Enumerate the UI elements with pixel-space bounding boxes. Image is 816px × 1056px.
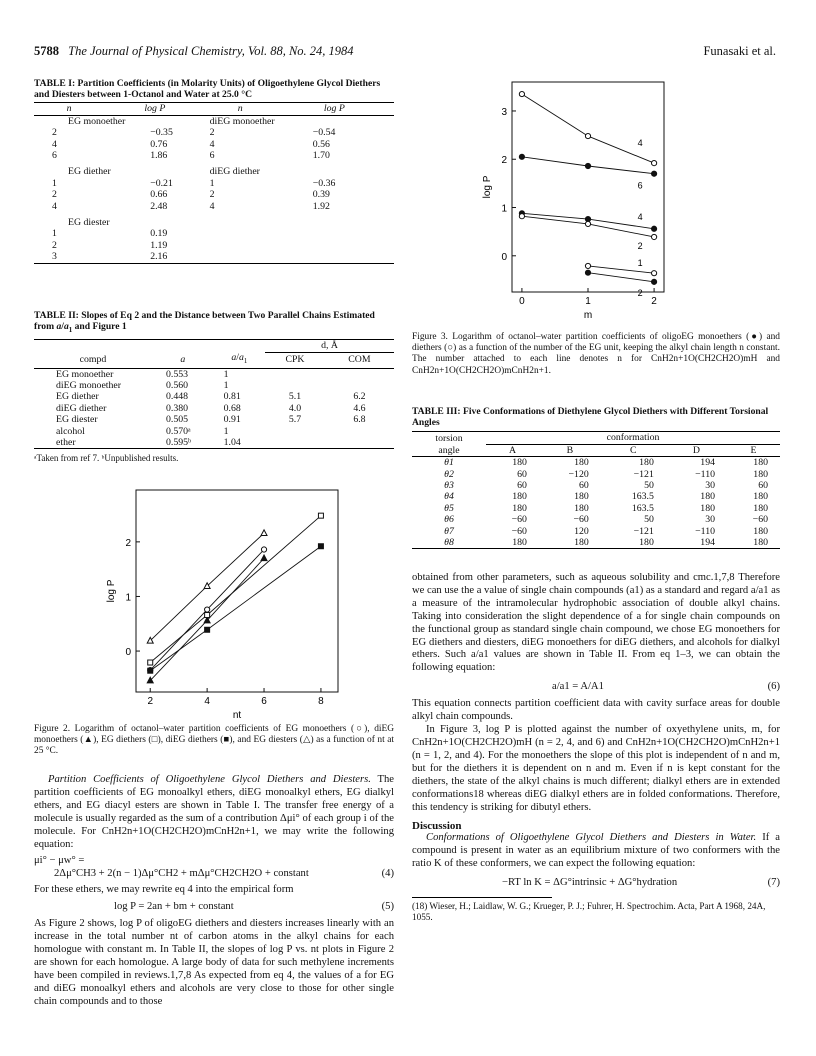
table2-block <box>34 310 394 464</box>
table2-head-cpk: CPK <box>285 354 305 366</box>
table1-group-title: EG diether <box>68 166 111 178</box>
table2-cell: 0.81 <box>223 391 241 403</box>
table1-head-logp: log P <box>144 103 166 115</box>
table2-cell: 0.91 <box>223 414 241 426</box>
table1-cell-logp: −0.54 <box>312 127 336 139</box>
table-row <box>34 380 394 391</box>
equation-6-number: (6) <box>767 681 780 693</box>
table1-group-title <box>206 212 394 228</box>
series-label: 4 <box>637 211 643 222</box>
table3-cell: −110 <box>695 525 715 537</box>
data-point <box>651 171 656 176</box>
table1-cell-n: 2 <box>52 239 57 251</box>
right-paragraph-3: In Figure 3, log P is plotted against the number of oxyethylene units, m, for CnH2n+1O(CH2CH2O)mH (n = 2, 4, and 6) and CnH2n+1O(CH2CH2O)mCnH2n+1 (n = 1, 2, and 4). For the monoethers the slope of this plot is independent of n and m, but for the diethers it is dependent on n and m. Even if n is kept constant for the diethers, the state of the alkyl chains is much different; dialkyl ethers are in extended conformations18 whereas diEG dialkyl ethers are in folded conformations. Therefore, this tendency is striking for dibutyl ethers. <box>412 724 780 813</box>
table2-cell <box>265 368 325 380</box>
table3-cell: 180 <box>574 457 589 469</box>
table3-cell: 163.5 <box>631 502 654 514</box>
table1-block <box>34 78 394 264</box>
x-tick-label: 4 <box>204 696 210 707</box>
table3-cell: θ8 <box>444 537 454 549</box>
table1-group-title: EG diester <box>68 217 110 229</box>
equation-4-line2: 2Δμ°CH3 + 2(n − 1)Δμ°CH2 + mΔμ°CH2CH2O + constant <box>54 868 309 880</box>
table-row <box>412 526 780 537</box>
table-row <box>412 480 780 491</box>
table2-cell: 1 <box>223 379 229 391</box>
table3-cell: 60 <box>517 468 527 480</box>
data-point <box>651 279 656 284</box>
table1-group-title-row <box>34 161 394 177</box>
table2-cell: 5.1 <box>288 391 302 403</box>
table3-cell: −60 <box>752 514 768 526</box>
table1-head-logp2: log P <box>323 103 345 115</box>
table2-cell: 6.2 <box>353 391 366 403</box>
table3-group-header: conformation <box>486 432 780 444</box>
table3-block <box>412 406 780 549</box>
x-axis-label: nt <box>232 710 242 720</box>
table3-cell: 180 <box>512 491 527 503</box>
table3-cell: 180 <box>753 468 768 480</box>
table3-cell: θ6 <box>444 514 454 526</box>
table1-cell-n: 6 <box>209 150 215 162</box>
table2-cell: 0.448 <box>166 391 189 403</box>
table2-cell: 1.04 <box>223 437 241 449</box>
right-paragraph-2: This equation connects partition coefficient data with cavity surface areas for double alkyl chain compounds. <box>412 698 780 723</box>
data-point <box>148 660 153 665</box>
table3-cell: 180 <box>753 457 768 469</box>
table3-cell: 194 <box>700 457 715 469</box>
table-row <box>412 491 780 502</box>
table2-cell <box>265 426 325 437</box>
table1-cell-logp: 1.86 <box>150 150 168 162</box>
table1-cell-logp: −0.21 <box>150 177 173 189</box>
table-row <box>34 414 394 425</box>
table3-cell: 30 <box>705 514 715 526</box>
table1-cell-n: 3 <box>52 251 57 263</box>
table3-cell: 180 <box>639 457 654 469</box>
table1-cell-logp: −0.35 <box>150 127 173 139</box>
table2-footnote: ᵃTaken from ref 7. ᵇUnpublished results. <box>34 453 179 464</box>
equation-4-line1: μi° − μw° = <box>34 855 85 867</box>
data-point <box>148 668 153 673</box>
figure2-plot <box>96 482 346 720</box>
table3-cell: 180 <box>574 502 589 514</box>
equation-7-number: (7) <box>767 877 780 889</box>
data-point <box>261 555 267 561</box>
table1-cell-logp: 0.19 <box>150 228 168 240</box>
data-point <box>205 607 210 612</box>
series-line <box>588 273 654 282</box>
table-row <box>34 201 394 212</box>
table3-cell: θ3 <box>444 480 454 492</box>
table3-head-a: A <box>508 444 517 456</box>
y-tick-label: 3 <box>501 106 507 118</box>
section-heading-discussion: Discussion <box>412 820 462 833</box>
table3-head-c: C <box>630 444 637 456</box>
table-row <box>34 368 394 380</box>
table1-cell-n: 1 <box>52 177 57 189</box>
figure3-plot <box>472 78 672 326</box>
table-row <box>412 457 780 469</box>
data-point <box>651 234 656 239</box>
header-left <box>34 44 354 59</box>
y-axis-label: log P <box>482 175 493 199</box>
series-label: 2 <box>637 287 643 298</box>
table-row <box>412 537 780 549</box>
table-row <box>34 228 394 239</box>
table3-head-b: B <box>566 444 574 456</box>
y-tick-label: 2 <box>501 155 507 167</box>
table-row <box>34 251 394 263</box>
table2-cell: 1 <box>223 425 229 437</box>
x-tick-label: 2 <box>651 296 657 307</box>
table1-cell-n: 4 <box>209 138 215 150</box>
table2-cell: 4.0 <box>288 402 302 414</box>
table1-group-title: diEG monoether <box>209 115 275 127</box>
table3-cell: 180 <box>639 537 654 549</box>
table3 <box>412 431 780 549</box>
table2-caption: TABLE II: Slopes of Eq 2 and the Distance between Two Parallel Chains Estimated from $a/a_1$ and Figure 1 <box>34 310 375 335</box>
plot-frame <box>136 490 338 692</box>
data-point <box>261 530 267 536</box>
table1-cell-logp: 1.70 <box>312 150 330 162</box>
equation-5 <box>34 900 394 913</box>
x-tick-label: 2 <box>147 696 154 707</box>
table3-cell: 50 <box>644 480 654 492</box>
figure2-caption: Figure 2. Logarithm of octanol–water partition coefficients of EG monoethers (○), diEG monoethers (▲), EG diethers (□), diEG diethers (■), and EG diesters (△) as a function of nt at 25 °C. <box>34 724 394 757</box>
journal-name: The Journal of Physical Chemistry, Vol. 88, No. 24, 1984 <box>68 44 354 58</box>
table1-cell-logp: 2.16 <box>150 251 168 263</box>
data-point <box>205 613 210 618</box>
equation-5-number: (5) <box>381 901 394 913</box>
table1-cell-n: 6 <box>52 150 57 162</box>
table1-cell-logp: 0.56 <box>312 138 330 150</box>
table1-cell-logp: 1.19 <box>150 239 168 251</box>
x-tick-label: 0 <box>519 296 525 307</box>
table1-body <box>34 115 394 263</box>
table2-cell: EG diether <box>56 391 99 403</box>
series-label: 1 <box>637 258 643 269</box>
table2-cell <box>325 426 394 437</box>
page-header <box>34 44 776 62</box>
data-point <box>519 214 524 219</box>
table1-cell-n: 4 <box>52 138 57 150</box>
table3-cell: −121 <box>633 468 654 480</box>
table2-cell <box>265 380 325 391</box>
table-row <box>412 469 780 480</box>
table1-cell-n <box>206 228 275 239</box>
table3-cell: 180 <box>574 491 589 503</box>
table1-cell-n: 4 <box>209 200 215 212</box>
table2-head-compd: compd <box>79 354 107 366</box>
x-tick-label: 1 <box>585 296 591 307</box>
table2-cell <box>265 437 325 449</box>
table3-cell: 180 <box>512 457 527 469</box>
table1-cell-n: 2 <box>52 189 57 201</box>
equation-4 <box>34 867 394 880</box>
header-authors: Funasaki et al. <box>703 44 776 58</box>
table2-cell: alcohol <box>56 425 85 437</box>
table3-cell: −120 <box>568 468 589 480</box>
table-row <box>412 514 780 525</box>
table2-cell: ether <box>56 437 76 449</box>
equation-6 <box>412 680 780 693</box>
table2-cell: 5.7 <box>288 414 302 426</box>
series-label: 4 <box>637 138 643 149</box>
table-row <box>34 150 394 161</box>
table1-cell-logp: 0.39 <box>312 189 330 201</box>
data-point <box>585 163 590 168</box>
table1-group-title-row <box>34 115 394 127</box>
table3-cell: 194 <box>700 537 715 549</box>
table1-cell-n: 2 <box>209 127 215 139</box>
equation-6-text: a/a1 = A/A1 <box>552 681 604 693</box>
table1-cell-n: 4 <box>52 200 57 212</box>
equation-7 <box>412 876 780 889</box>
table3-caption: TABLE III: Five Conformations of Diethylene Glycol Diethers with Different Torsional Angles <box>412 406 769 429</box>
table3-cell: θ1 <box>444 457 454 469</box>
table3-stub1: torsion <box>435 432 463 444</box>
table2-cell <box>325 380 394 391</box>
data-point <box>585 133 590 138</box>
table1-caption: TABLE I: Partition Coefficients (in Molarity Units) of Oligoethylene Glycol Diethers and Diesters between 1-Octanol and Water at 25.0 °C <box>34 78 381 101</box>
table1-group-title: EG monoether <box>68 115 126 127</box>
table-row <box>412 503 780 514</box>
table3-cell: θ2 <box>444 468 454 480</box>
y-tick-label: 1 <box>125 592 131 604</box>
table1-cell-logp: 2.48 <box>150 200 168 212</box>
series-line <box>522 94 654 163</box>
table1-group-title-row <box>34 212 394 228</box>
y-axis-label: log P <box>106 579 117 603</box>
data-point <box>205 627 210 632</box>
table1-cell-logp <box>275 240 394 251</box>
table-row <box>34 437 394 449</box>
table3-cell: θ7 <box>444 525 454 537</box>
table3-cell: 180 <box>753 502 768 514</box>
x-axis-label: m <box>583 310 593 321</box>
table3-cell: 60 <box>578 480 589 492</box>
table1-cell-logp: 0.76 <box>150 138 168 150</box>
table3-cell: 180 <box>700 502 715 514</box>
table2-cell: 6.8 <box>353 414 366 426</box>
page-number: 5788 <box>34 44 59 58</box>
left-paragraph-3: As Figure 2 shows, log P of oligoEG diethers and diesters increases linearly with an increase in the total number nt of carbon atoms in the alkyl chains for each homologue with constant m. In Table II, the slopes of log P vs. nt plots in Figure 2 are shown for each homologue. A large body of data for such methylene increments have been compiled in reviews.1,7,8 As expected from eq 4, the values of a for EG and diEG monoalkyl ethers and alcohols are very close to those for other single chain compounds and to those <box>34 918 394 1007</box>
table3-cell: −121 <box>633 525 654 537</box>
equation-5-text: log P = 2an + bm + constant <box>114 901 234 913</box>
equation-7-text: −RT ln K = ΔG°intrinsic + ΔG°hydration <box>502 877 678 889</box>
table3-cell: 30 <box>705 480 715 492</box>
series-line <box>150 546 321 670</box>
table3-cell: 180 <box>753 491 768 503</box>
table2-cell: 0.560 <box>166 379 189 391</box>
table2-body <box>34 368 394 449</box>
table3-cell: 180 <box>753 537 768 549</box>
table3-head-e: E <box>750 444 757 456</box>
left-paragraph-2: For these ethers, we may rewrite eq 4 into the empirical form <box>34 884 294 896</box>
table1-cell-n <box>206 251 275 263</box>
table3-cell: 180 <box>574 537 589 549</box>
table3-cell: 180 <box>700 491 715 503</box>
table2-cell: 0.68 <box>223 402 241 414</box>
table2-cell: 0.553 <box>166 368 189 380</box>
right-paragraph-1: obtained from other parameters, such as aqueous solubility and cmc.1,7,8 Therefore we can use the a value of single chain compounds (a1) as a standard and regard a/a1 as a measure of the intramolecular hydrophobic association of double alkyl chains. Taking into consideration the slight dependence of a for single chain compounds on the functional group as standard single chain compound, we chose EG monoethers for EG diethers and diesters, diEG monoethers for diEG diethers, and alcohols for dialkyl ethers. Such a/a1 values are shown in Table II. From eq 1–3, we can obtain the following equation: <box>412 572 780 674</box>
table-row <box>34 189 394 200</box>
table3-cell: θ5 <box>444 502 454 514</box>
data-point <box>585 263 590 268</box>
table3-cell: 180 <box>512 502 527 514</box>
table1-head-n2: n <box>237 103 243 115</box>
right-body-text <box>412 572 780 923</box>
table1 <box>34 102 394 263</box>
table3-cell: 180 <box>753 525 768 537</box>
equation-4-number: (4) <box>381 868 394 880</box>
x-tick-label: 8 <box>318 696 324 707</box>
x-tick-label: 6 <box>261 696 267 707</box>
table2-cell: EG diester <box>56 414 98 426</box>
y-tick-label: 0 <box>501 251 507 263</box>
figure3 <box>472 78 672 331</box>
table-row <box>34 403 394 414</box>
right-paragraph-4: Conformations of Oligoethylene Glycol Diethers and Diesters in Water. If a compound is present in water as an equilibrium mixture of two conformers with the ratio K of these conformers, we can expect the following equation: <box>412 832 780 870</box>
data-point <box>585 221 590 226</box>
table1-cell-n: 2 <box>52 127 57 139</box>
data-point <box>318 513 323 518</box>
table2-cell: 0.595ᵇ <box>166 437 192 449</box>
table1-head-n: n <box>66 103 72 115</box>
table1-cell-n: 1 <box>209 177 215 189</box>
table-row <box>34 391 394 402</box>
y-tick-label: 0 <box>125 647 131 659</box>
table2-cell: diEG diether <box>56 402 107 414</box>
table3-cell: 120 <box>574 525 589 537</box>
table-row <box>34 127 394 138</box>
y-tick-label: 2 <box>125 537 131 549</box>
table1-cell-n: 2 <box>209 189 215 201</box>
figure3-caption: Figure 3. Logarithm of octanol–water partition coefficients of oligoEG monoethers (●) and diethers (○) as a function of the number of the EG unit, keeping the alkyl chain length n constant. The number attached to each line denotes n for CnH2n+1O(CH2CH2O)mH and CnH2n+1O(CH2CH2O)mCnH2n+1. <box>412 332 780 376</box>
y-tick-label: 1 <box>501 203 507 215</box>
table2-cell: 4.6 <box>353 402 366 414</box>
table3-cell: θ4 <box>444 491 454 503</box>
footnote-18: (18) Wieser, H.; Laidlaw, W. G.; Krueger, P. J.; Fuhrer, H. Spectrochim. Acta, Part A 1968, 24A, 1055. <box>412 901 766 923</box>
table1-cell-logp: 0.66 <box>150 189 168 201</box>
table2-cell: 0.570ᵃ <box>166 425 191 437</box>
left-paragraph-1: Partition Coefficients of Oligoethylene Glycol Diethers and Diesters. The partition coefficients of EG monoalkyl ethers, diEG monoalkyl ethers, EG dialkyl ethers, and EG diacyl esters are shown in Table I. The transfer free energy of a molecule is usually regarded as the sum of a contribution Δμi° of each group i of the molecule. For CnH2n+1O(CH2CH2O)mCnH2n+1, we may write the following equation: <box>34 774 394 850</box>
data-point <box>519 154 524 159</box>
table2-cell: diEG monoether <box>56 379 122 391</box>
table1-group-title: diEG diether <box>209 166 260 178</box>
figure2 <box>96 482 346 725</box>
table-row <box>34 240 394 251</box>
series-label: 6 <box>637 180 643 191</box>
table-row <box>34 178 394 189</box>
table3-cell: 60 <box>517 480 527 492</box>
table1-cell-logp <box>275 251 394 263</box>
table3-stub2: angle <box>438 444 460 456</box>
table2-cell <box>325 437 394 449</box>
table-row <box>34 139 394 150</box>
table1-cell-n <box>206 240 275 251</box>
table3-body <box>412 457 780 549</box>
table1-cell-logp: 1.92 <box>312 200 330 212</box>
table3-cell: 163.5 <box>631 491 654 503</box>
series-line <box>588 266 654 273</box>
table1-cell-logp <box>275 228 394 239</box>
table2-cell: 0.380 <box>166 402 189 414</box>
table3-cell: 60 <box>758 480 768 492</box>
data-point <box>651 226 656 231</box>
table3-cell: −110 <box>695 468 715 480</box>
left-body-text <box>34 774 394 1009</box>
table3-cell: 180 <box>512 537 527 549</box>
table3-cell: −60 <box>511 514 527 526</box>
table2-cell: 0.505 <box>166 414 189 426</box>
data-point <box>519 91 524 96</box>
table-row <box>34 426 394 437</box>
table1-cell-n: 1 <box>52 228 57 240</box>
table3-cell: −60 <box>573 514 589 526</box>
table2-d-header: d, Å <box>265 340 394 352</box>
data-point <box>585 270 590 275</box>
table2-cell: 1 <box>223 368 229 380</box>
data-point <box>261 547 266 552</box>
table1-cell-logp: −0.36 <box>312 177 336 189</box>
table2-head-com: COM <box>348 354 371 366</box>
series-label: 2 <box>637 240 643 251</box>
footnote-rule <box>412 897 552 898</box>
data-point <box>651 161 656 166</box>
data-point <box>318 544 323 549</box>
table2-cell <box>325 368 394 380</box>
table3-head-d: D <box>692 444 700 456</box>
table3-cell: −60 <box>511 525 527 537</box>
table3-cell: 50 <box>644 514 654 526</box>
table2-head-a-a1: $a/a_1$ <box>231 352 248 366</box>
table2-cell: EG monoether <box>56 368 114 380</box>
table2 <box>34 339 394 449</box>
data-point <box>651 271 656 276</box>
table2-head-a: a <box>180 354 186 366</box>
